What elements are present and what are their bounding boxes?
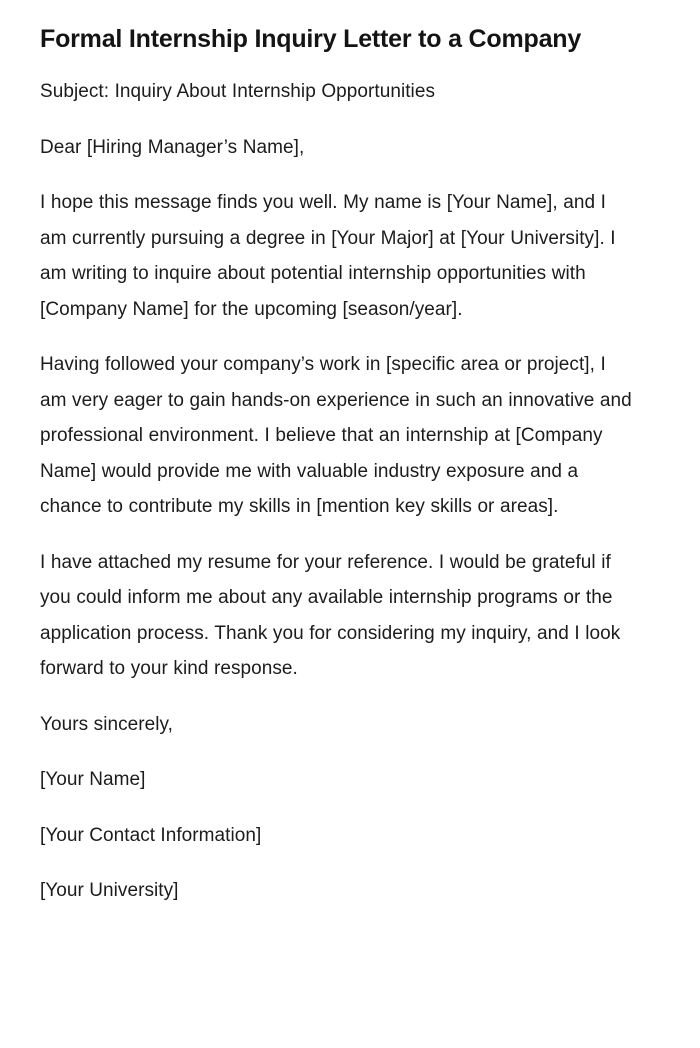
page-title: Formal Internship Inquiry Letter to a Company bbox=[40, 25, 582, 53]
closing-salutation: Yours sincerely, bbox=[40, 713, 174, 735]
signature-contact: [Your Contact Information] bbox=[40, 824, 262, 846]
letter-paragraph-2: Having followed your company’s work in [specific area or project], I am very eager to gain hands-on experience in such an innovative and professional environment. I believe that an internship at [Company Name] would provide me with valuable industry exposure and a chance to contribute my skills in [mention key skills or areas]. bbox=[40, 354, 632, 517]
signature-name: [Your Name] bbox=[40, 769, 146, 790]
subject-line: Subject: Inquiry About Internship Opportunities bbox=[40, 81, 435, 102]
signature-block bbox=[40, 762, 636, 909]
signature-university: [Your University] bbox=[40, 880, 179, 901]
bottom-spacer bbox=[40, 909, 636, 943]
letter-paragraph-3: I have attached my resume for your reference. I would be grateful if you could inform me about any available internship programs or the application process. Thank you for considering my inquiry, and I look forward to your kind response. bbox=[40, 551, 621, 679]
letter-body bbox=[40, 74, 636, 943]
letter-paragraph-1: I hope this message finds you well. My name is [Your Name], and I am currently pursuing a degree in [Your Major] at [Your University]. I am writing to inquire about potential internship opportunities with [Company Name] for the upcoming [season/year]. bbox=[40, 192, 616, 320]
salutation: Dear [Hiring Manager’s Name], bbox=[40, 136, 305, 158]
